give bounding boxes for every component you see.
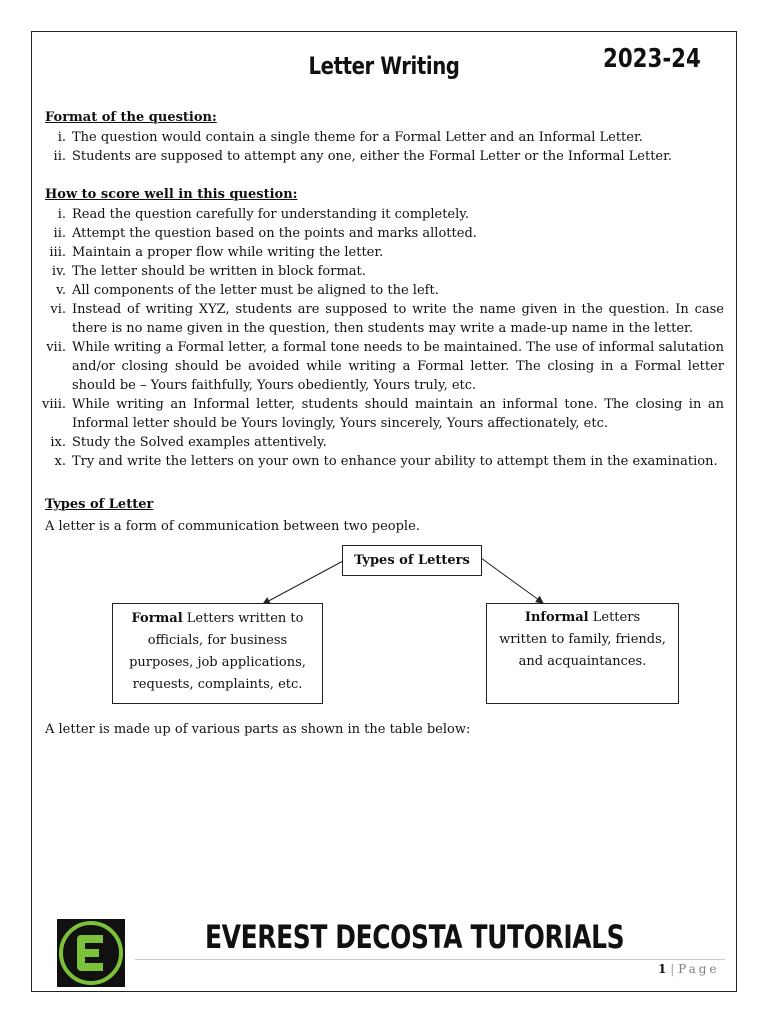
types-heading: Types of Letter: [45, 497, 154, 512]
types-intro: A letter is a form of communication between two people.: [45, 519, 420, 534]
list-item: vii. While writing a Formal letter, a formal tone needs to be maintained. The use of informal salutation and/or closing should be avoided while writing a Formal letter. The closing in a Formal letter should be – Yours faithfully, Yours obediently, Yours truly, etc.: [46, 340, 724, 393]
page-number-separator: |: [670, 962, 675, 976]
informal-description: Letters written to family, friends, and acquaintances.: [499, 610, 666, 669]
arrow-to-formal: [263, 561, 343, 604]
score-heading: How to score well in this question:: [45, 187, 298, 202]
list-item: i. Read the question carefully for understanding it completely.: [57, 207, 470, 222]
formal-label: Formal: [131, 611, 183, 626]
list-item: i. The question would contain a single theme for a Formal Letter and an Informal Letter.: [57, 130, 643, 145]
list-item: ix. Study the Solved examples attentively.: [50, 435, 327, 450]
page-number: [658, 962, 720, 976]
list-item: vi. Instead of writing XYZ, students are supposed to write the name given in the question. In case there is no name given in the question, then students may write a made-up name in the letter.: [50, 302, 724, 336]
academic-year: 2023-24: [603, 44, 701, 74]
list-item: iii. Maintain a proper flow while writing the letter.: [49, 245, 384, 260]
footer-divider: [135, 959, 725, 960]
informal-box: [486, 603, 679, 704]
page-number-value: 1: [658, 962, 667, 976]
brand-logo-icon: [57, 919, 125, 987]
list-item: viii. While writing an Informal letter, students should maintain an informal tone. The closing in an Informal letter should be Yours lovingly, Yours sincerely, Yours affectionately, etc.: [42, 397, 724, 431]
formal-box: [112, 603, 323, 704]
formal-description: Letters written to officials, for business purposes, job applications, requests, complaints, etc.: [129, 611, 306, 692]
informal-label: Informal: [524, 610, 589, 625]
page-word: Page: [678, 962, 720, 976]
table-intro: A letter is made up of various parts as shown in the table below:: [45, 722, 471, 737]
list-item: iv. The letter should be written in block format.: [51, 264, 366, 279]
footer-brand: EVEREST DECOSTA TUTORIALS: [205, 918, 625, 956]
list-item: x. Try and write the letters on your own to enhance your ability to attempt them in the examination.: [54, 454, 718, 469]
format-heading: Format of the question:: [45, 110, 217, 125]
list-item: ii. Students are supposed to attempt any one, either the Formal Letter or the Informal Letter.: [53, 149, 673, 164]
list-item: v. All components of the letter must be aligned to the left.: [56, 283, 439, 298]
page-title: Letter Writing: [308, 52, 460, 80]
diagram-root-box: Types of Letters: [342, 545, 482, 576]
arrow-to-informal: [481, 558, 543, 603]
list-item: ii. Attempt the question based on the points and marks allotted.: [53, 226, 477, 241]
